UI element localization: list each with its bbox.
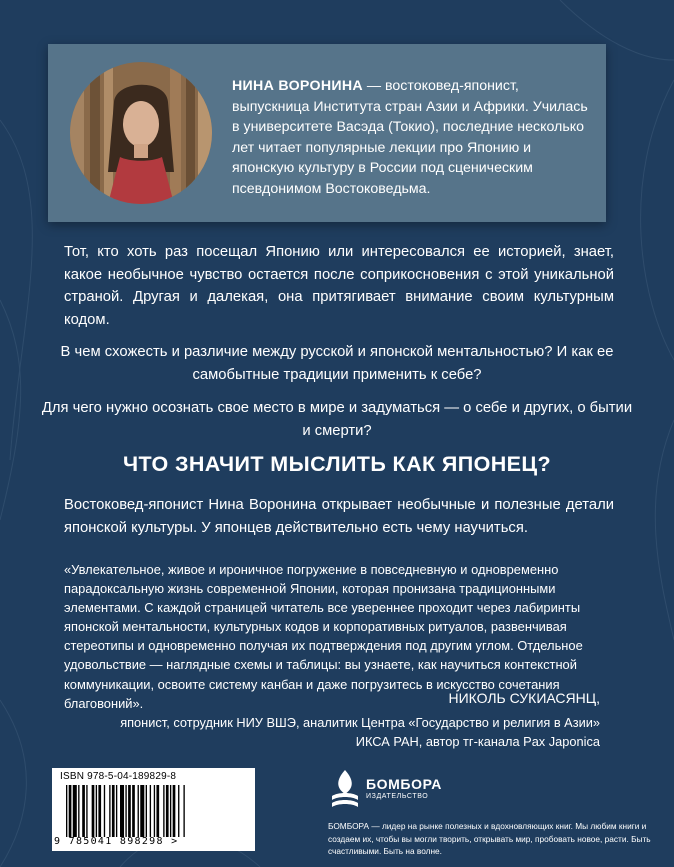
barcode-bar [156,785,159,837]
intro-paragraph: Тот, кто хоть раз посещал Японию или интересовался ее историей, знает, какое необычное чувство остается после соприкосновения с этой уникальной страной. Другая и далекая, она притягивает внимание своим культурным кодом. [64,244,614,328]
barcode-bar [140,785,144,837]
barcode-bar [104,785,105,837]
author-bio-text: — востоковед-японист, выпускница Института стран Азии и Африки. Училась в университете Васэда (Токио), последние несколько лет читает популярные лекции про Японию и японскую культуру в России под сценическим псевдонимом Востоковедьма. [232,78,588,197]
reviewer-description [40,713,600,751]
barcode-bar [92,785,95,837]
barcode-bar [146,785,147,837]
barcode-bar [109,785,110,837]
barcode-bar [86,785,87,837]
publisher-name: БОМБОРА [366,776,442,792]
barcode-bar [120,785,124,837]
barcode-bar [178,785,179,837]
barcode-bars [66,785,242,837]
barcode-bar [69,785,72,837]
barcode-digits: 9 785041 898298 > [54,836,179,847]
barcode-bar [132,785,135,837]
isbn-label: ISBN 978-5-04-189829-8 [60,771,177,782]
barcode-bar [166,785,169,837]
author-bio [232,76,592,199]
barcode-bar [78,785,79,837]
barcode-bar [66,785,67,837]
barcode-bar [138,785,139,837]
barcode-bar [150,785,151,837]
review-quote: «Увлекательное, живое и ироничное погружение в повседневную и одновременно парадоксальную жизнь современной Японии, которая пронизана традиционными элементами. С каждой страницей читатель все увереннее проходит через лабиринты японской ментальности, культурных кодов и корпоративных ритуалов, развенчивая стереотипы и одновременно получая их подтверждения под другим углом. Отдельное удовольствие — наглядные схемы и таблицы: вы узнаете, как научиться контекстной коммуникации, освоите систему канбан и даже погрузитесь в искусство сочетания благовоний». [64,562,583,711]
barcode-bar [116,785,117,837]
barcode-bar [112,785,115,837]
reviewer-description-line-1: японист, сотрудник НИУ ВШЭ, аналитик Центра «Государство и религия в Азии» [120,715,600,730]
barcode-bar [173,785,176,837]
author-name: НИНА ВОРОНИНА [232,78,363,94]
isbn-barcode [52,768,255,851]
author-photo [70,62,212,204]
barcode-bar [125,785,126,837]
publisher-subtitle: ИЗДАТЕЛЬСТВО [366,793,429,800]
bombora-logo-icon [328,768,362,814]
author-portrait-image [70,62,212,204]
barcode-bar [73,785,77,837]
barcode-bar [82,785,85,837]
question-paragraph-1: В чем схожесть и различие между русской и японской ментальностью? И как ее самобытные традиции применить к себе? [60,344,614,383]
barcode-bar [170,785,171,837]
publisher-tagline: БОМБОРА — лидер на рынке полезных и вдохновляющих книг. Мы любим книги и создаем их, чтобы вы могли творить, открывать мир, пробовать новое, расти. Быть счастливыми. Быть на волне. [328,821,651,856]
barcode-bar [96,785,97,837]
reviewer-description-line-2: ИКСА РАН, автор тг-канала Pax Japonica [355,734,600,749]
section-heading: ЧТО ЗНАЧИТ МЫСЛИТЬ КАК ЯПОНЕЦ? [122,452,552,476]
barcode-bar [183,785,184,837]
question-paragraph-2: Для чего нужно осознать свое место в мире и задуматься — о себе и других, о бытии и смерти? [41,400,633,439]
barcode-bar [163,785,164,837]
reviewer-name: НИКОЛЬ СУКИАСЯНЦ, [448,690,600,706]
barcode-bar [128,785,131,837]
summary-paragraph: Востоковед-японист Нина Воронина открывает необычные и полезные детали японской культуры. У японцев действительно есть чему научиться. [64,497,614,536]
barcode-bar [98,785,101,837]
barcode-bar [154,785,155,837]
author-info-box [48,44,606,222]
